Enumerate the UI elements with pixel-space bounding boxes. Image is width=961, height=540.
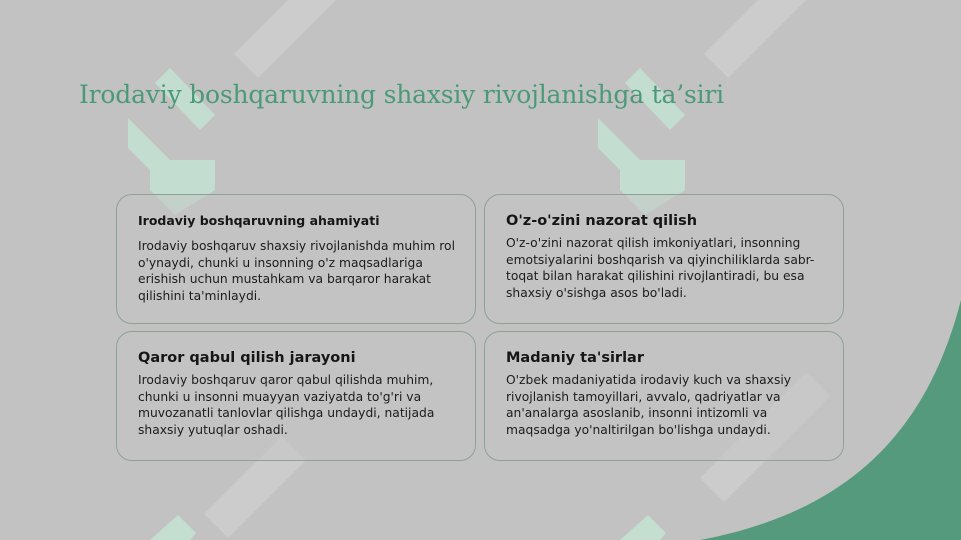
card-heading: Madaniy ta'sirlar: [506, 350, 644, 366]
card-madaniy-tasirlar: [484, 331, 844, 461]
card-body: O'z-o'zini nazorat qilish imkoniyatlari, insonning emotsiyalarini boshqarish va qiyinchiliklarda sabr-toqat bilan harakat qilishini rivojlantiradi, bu esa shaxsiy o'sishga asos bo'ladi.: [506, 236, 815, 300]
watermark-logo-bottom-left: [150, 515, 196, 540]
card-body: Irodaviy boshqaruv shaxsiy rivojlanishda muhim rol o'ynaydi, chunki u insonning o'z maqsadlariga erishish uchun mustahkam va barqaror harakat qilishini ta'minlaydi.: [138, 239, 455, 303]
card-heading: Qaror qabul qilish jarayoni: [138, 350, 356, 366]
card-qaror-qabul: [116, 331, 476, 461]
card-ozini-nazorat: [484, 194, 844, 324]
card-body: Irodaviy boshqaruv qaror qabul qilishda muhim, chunki u insonni muayyan vaziyatda to'g'ri va muvozanatli tanlovlar qilishga undaydi, natijada shaxsiy yutuqlar oshadi.: [138, 373, 435, 437]
card-irodaviy-ahamiyati: [116, 194, 476, 324]
watermark-logo-bottom-right: [620, 515, 666, 540]
card-heading: Irodaviy boshqaruvning ahamiyati: [138, 213, 380, 228]
card-body: O'zbek madaniyatida irodaviy kuch va shaxsiy rivojlanish tamoyillari, avvalo, qadriyatlar va an'analarga asoslanib, insonni intizomli va maqsadga yo'naltirilgan bo'lishga undaydi.: [506, 373, 792, 437]
card-heading: O'z-o'zini nazorat qilish: [506, 213, 698, 229]
slide-title: Irodaviy boshqaruvning shaxsiy rivojlanishga ta’siri: [79, 80, 724, 109]
